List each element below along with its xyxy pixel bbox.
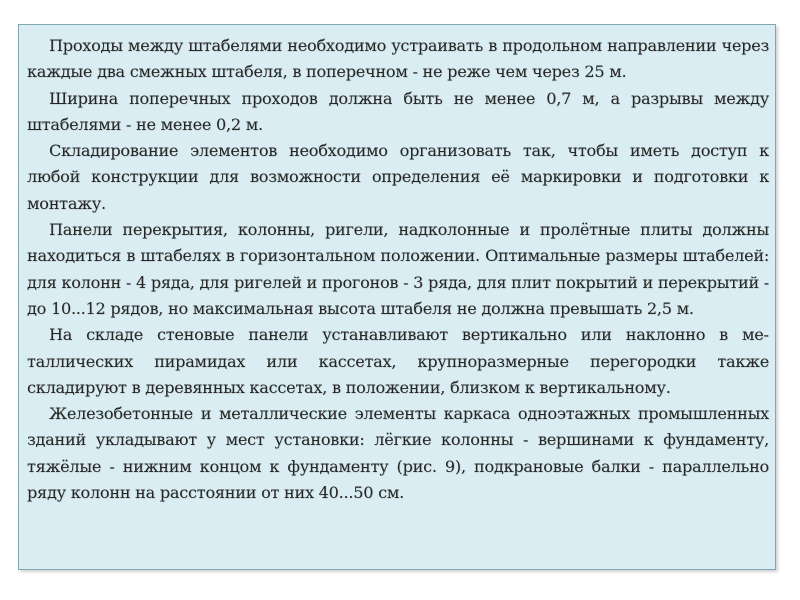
paragraph-storage-access: Складирование элементов необходимо организовать так, чтобы иметь доступ к любой конструкции для возможности определения её маркировки и подготовки к монтажу. (27, 141, 769, 213)
paragraph-frame-elements: Железобетонные и металлические элементы каркаса одноэтажных промышленных зданий укладывают у мест установки: лёгкие колонны - вершинами к фундаменту, тяжёлые - нижним концом к фундаменту (рис. 9), подкрановые балки - параллельно ряду колонн на расстоянии от них 40...50 см. (27, 404, 769, 503)
paragraph-stack-sizes: Панели перекрытия, колонны, ригели, надколонные и пролётные плиты должны находиться в штабелях в горизонтальном положении. Оптимальные размеры штабелей: для колонн - 4 ряда, для ригелей и прогонов - 3 ряда, для плит покрытий и перекрытий - до 10...12 рядов, но максимальная высота штабеля не должна превышать 2,5 м. (27, 220, 769, 318)
text-box (18, 24, 776, 570)
paragraph-wall-panels: На складе стеновые панели устанавливают вертикально или наклонно в металлических пирамидах или кассетах, крупноразмерные перегородки также складируют в деревянных кассетах, в положении, близком к вертикальному. (27, 325, 769, 397)
paragraph-aisles: Проходы между штабелями необходимо устраивать в продольном направлении через каждые два смежных штабеля, в поперечном - не реже чем через 25 м. (27, 36, 769, 82)
paragraph-aisle-width: Ширина поперечных проходов должна быть не менее 0,7 м, а разрывы между штабелями - не менее 0,2 м. (27, 88, 769, 134)
